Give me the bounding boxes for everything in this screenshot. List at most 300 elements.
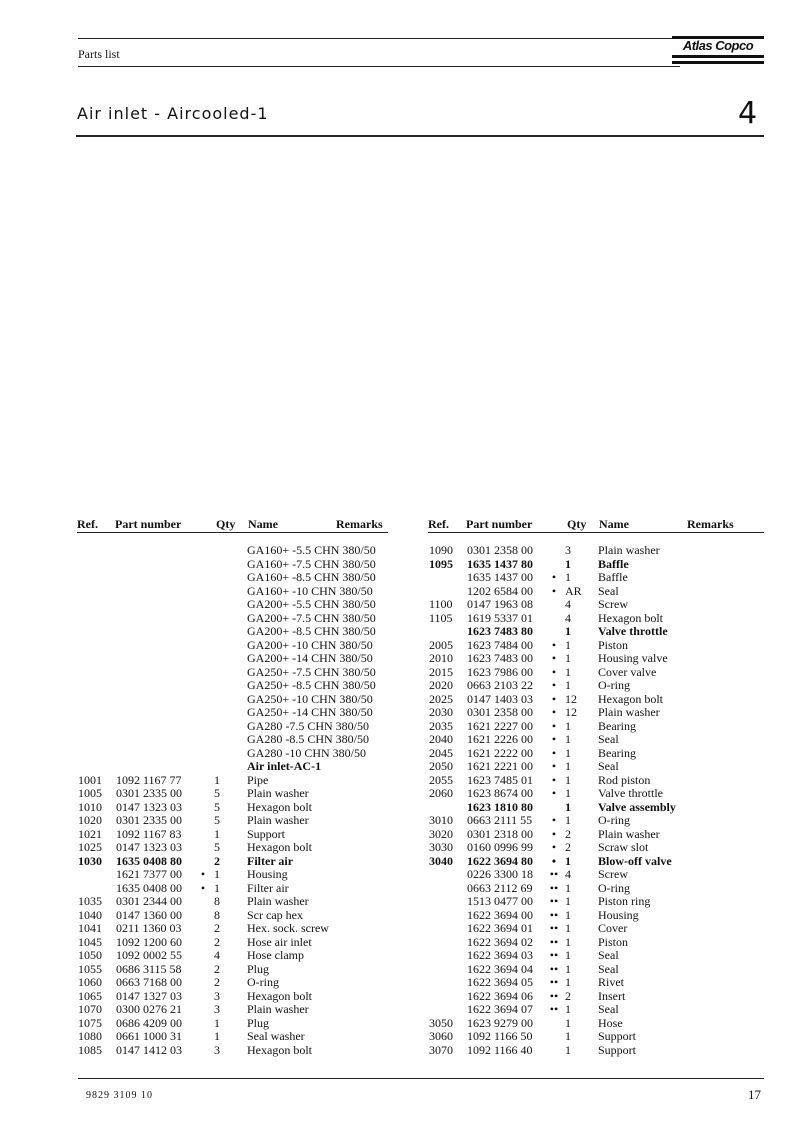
quantity-cell: 4 <box>565 867 571 881</box>
part-number-cell: 0301 2358 00 <box>467 705 533 719</box>
quantity-cell: 5 <box>214 786 220 800</box>
name-cell: Plain washer <box>247 786 309 800</box>
name-cell: Cover valve <box>598 664 657 679</box>
table-row <box>429 895 764 909</box>
quantity-cell: 1 <box>565 948 571 962</box>
part-number-cell: 0663 7168 00 <box>116 975 182 989</box>
quantity-cell: 1 <box>565 975 571 989</box>
quantity-cell: 12 <box>565 705 577 719</box>
table-row <box>429 747 764 761</box>
part-number-cell: 1635 0408 80 <box>116 853 182 868</box>
table-row <box>78 814 388 828</box>
quantity-cell: 3 <box>214 1002 220 1016</box>
indent-marker: •• <box>549 975 559 989</box>
table-row <box>78 693 388 707</box>
table-row <box>429 652 764 666</box>
ref-cell: 1020 <box>78 813 102 827</box>
name-cell: GA200+ -5.5 CHN 380/50 <box>247 597 376 611</box>
indent-marker: • <box>551 745 557 760</box>
name-cell: GA250+ -8.5 CHN 380/50 <box>247 678 376 692</box>
quantity-cell: 1 <box>565 637 571 652</box>
ref-cell: 1055 <box>78 961 102 976</box>
name-cell: GA200+ -14 CHN 380/50 <box>247 651 373 665</box>
name-cell: Filter air <box>247 853 294 868</box>
quantity-cell: 8 <box>214 907 220 922</box>
name-cell: Hose <box>598 1015 623 1030</box>
table-row <box>78 909 388 923</box>
table-row <box>78 936 388 950</box>
logo-bar-middle <box>672 55 764 58</box>
table-row <box>78 1044 388 1058</box>
name-cell: GA280 -7.5 CHN 380/50 <box>247 718 369 733</box>
ref-cell: 2050 <box>429 759 453 773</box>
quantity-cell: 1 <box>565 934 571 949</box>
table-row <box>78 639 388 653</box>
quantity-cell: 1 <box>565 678 571 692</box>
ref-cell: 1105 <box>429 610 453 625</box>
ref-cell: 3020 <box>429 826 453 841</box>
table-row <box>78 706 388 720</box>
name-cell: Valve assembly <box>598 799 676 814</box>
ref-cell: 1005 <box>78 786 102 800</box>
name-cell: O-ring <box>598 813 630 827</box>
name-cell: Plain washer <box>598 543 660 557</box>
part-number-cell: 1092 1166 50 <box>467 1029 533 1043</box>
ref-cell: 1080 <box>78 1029 102 1043</box>
table-row <box>429 774 764 788</box>
document-code: 9829 3109 10 <box>86 1090 153 1101</box>
part-number-cell: 1622 3694 05 <box>467 975 533 989</box>
indent-marker: • <box>551 786 557 800</box>
table-row <box>78 841 388 855</box>
quantity-cell: 2 <box>214 853 220 868</box>
table-row <box>429 666 764 680</box>
part-number-cell: 1092 1167 83 <box>116 826 182 841</box>
part-number-cell: 0147 1403 03 <box>467 691 533 706</box>
ref-cell: 2005 <box>429 637 453 652</box>
quantity-cell: 1 <box>565 813 571 827</box>
name-cell: GA200+ -7.5 CHN 380/50 <box>247 610 376 625</box>
indent-marker: •• <box>549 988 559 1003</box>
table-row <box>429 922 764 936</box>
table-row <box>78 666 388 680</box>
quantity-cell: 1 <box>565 624 571 638</box>
name-cell: GA200+ -10 CHN 380/50 <box>247 637 373 652</box>
part-number-cell: 1635 0408 00 <box>116 880 182 895</box>
quantity-cell: 1 <box>214 1029 220 1043</box>
left-header-name: Name <box>248 517 278 531</box>
table-row <box>78 922 388 936</box>
indent-marker: •• <box>549 961 559 976</box>
part-number-cell: 1635 1437 80 <box>467 556 533 571</box>
quantity-cell: 1 <box>214 826 220 841</box>
table-row <box>429 1030 764 1044</box>
table-row <box>429 828 764 842</box>
indent-marker: • <box>551 813 557 827</box>
table-row <box>429 976 764 990</box>
name-cell: Hexagon bolt <box>247 1042 312 1057</box>
table-row <box>78 949 388 963</box>
indent-marker: • <box>551 691 557 706</box>
quantity-cell: 1 <box>565 907 571 922</box>
part-number-cell: 1621 2227 00 <box>467 718 533 733</box>
part-number-cell: 1622 3694 03 <box>467 948 533 962</box>
table-row <box>78 558 388 572</box>
ref-cell: 3070 <box>429 1042 453 1057</box>
quantity-cell: 5 <box>214 813 220 827</box>
name-cell: O-ring <box>598 678 630 692</box>
part-number-cell: 1202 6584 00 <box>467 583 533 598</box>
ref-cell: 2055 <box>429 772 453 787</box>
name-cell: Valve throttle <box>598 624 668 638</box>
ref-cell: 2035 <box>429 718 453 733</box>
table-row <box>429 1017 764 1031</box>
quantity-cell: 1 <box>565 1015 571 1030</box>
name-cell: GA280 -10 CHN 380/50 <box>247 745 366 760</box>
name-cell: Scraw slot <box>598 840 649 854</box>
name-cell: Hose clamp <box>247 948 304 962</box>
table-row <box>429 963 764 977</box>
table-row <box>429 706 764 720</box>
table-row <box>429 882 764 896</box>
ref-cell: 1090 <box>429 543 453 557</box>
name-cell: GA160+ -8.5 CHN 380/50 <box>247 570 376 584</box>
ref-cell: 2040 <box>429 732 453 746</box>
name-cell: GA160+ -7.5 CHN 380/50 <box>247 556 376 571</box>
left-header-rule <box>77 532 388 533</box>
ref-cell: 2010 <box>429 651 453 665</box>
quantity-cell: 2 <box>214 961 220 976</box>
table-row <box>78 868 388 882</box>
quantity-cell: 2 <box>565 826 571 841</box>
table-row <box>429 801 764 815</box>
name-cell: GA250+ -14 CHN 380/50 <box>247 705 373 719</box>
part-number-cell: 0301 2318 00 <box>467 826 533 841</box>
name-cell: Support <box>598 1042 637 1057</box>
indent-marker: • <box>551 718 557 733</box>
quantity-cell: 1 <box>565 894 571 908</box>
part-number-cell: 0661 1000 31 <box>116 1029 182 1043</box>
indent-marker: •• <box>549 948 559 962</box>
table-row <box>78 760 388 774</box>
part-number-cell: 1621 7377 00 <box>116 867 182 881</box>
quantity-cell: 5 <box>214 840 220 854</box>
name-cell: Plain washer <box>247 1002 309 1016</box>
chapter-number: 4 <box>738 96 758 131</box>
part-number-cell: 1621 2222 00 <box>467 745 533 760</box>
ref-cell: 1010 <box>78 799 102 814</box>
indent-marker: • <box>551 705 557 719</box>
quantity-cell: 1 <box>214 867 220 881</box>
table-row <box>78 585 388 599</box>
part-number-cell: 0663 2111 55 <box>467 813 533 827</box>
quantity-cell: 1 <box>565 556 571 571</box>
part-number-cell: 1622 3694 01 <box>467 921 533 935</box>
table-row <box>78 963 388 977</box>
ref-cell: 2025 <box>429 691 453 706</box>
name-cell: Scr cap hex <box>247 907 303 922</box>
name-cell: Hexagon bolt <box>247 799 312 814</box>
ref-cell: 2060 <box>429 786 453 800</box>
quantity-cell: 1 <box>565 718 571 733</box>
name-cell: Plain washer <box>247 813 309 827</box>
table-row <box>429 625 764 639</box>
table-row <box>78 774 388 788</box>
logo-bar-bottom <box>672 61 764 64</box>
quantity-cell: 1 <box>565 1042 571 1057</box>
table-row <box>429 733 764 747</box>
part-number-cell: 1623 7483 80 <box>467 624 533 638</box>
ref-cell: 2030 <box>429 705 453 719</box>
part-number-cell: 1635 1437 00 <box>467 570 533 584</box>
table-row <box>78 679 388 693</box>
name-cell: GA280 -8.5 CHN 380/50 <box>247 732 369 746</box>
quantity-cell: 4 <box>565 610 571 625</box>
indent-marker: • <box>551 759 557 773</box>
quantity-cell: 1 <box>565 772 571 787</box>
parts-table-left <box>78 544 388 1057</box>
right-header-part: Part number <box>466 517 533 531</box>
name-cell: Bearing <box>598 718 636 733</box>
ref-cell: 1065 <box>78 988 102 1003</box>
right-header-remarks: Remarks <box>687 517 734 531</box>
table-row <box>429 612 764 626</box>
quantity-cell: 8 <box>214 894 220 908</box>
table-row <box>78 882 388 896</box>
part-number-cell: 1623 7485 01 <box>467 772 533 787</box>
table-row <box>429 1003 764 1017</box>
ref-cell: 2015 <box>429 664 453 679</box>
quantity-cell: 1 <box>565 732 571 746</box>
right-header-qty: Qty <box>567 517 587 531</box>
table-row <box>429 558 764 572</box>
table-row <box>78 801 388 815</box>
quantity-cell: 1 <box>565 745 571 760</box>
table-row <box>78 598 388 612</box>
table-row <box>429 814 764 828</box>
header-rule-top <box>78 38 680 39</box>
name-cell: Support <box>598 1029 637 1043</box>
name-cell: GA250+ -7.5 CHN 380/50 <box>247 664 376 679</box>
quantity-cell: 2 <box>565 988 571 1003</box>
name-cell: Hose air inlet <box>247 934 312 949</box>
part-number-cell: 1621 2226 00 <box>467 732 533 746</box>
parts-table-right <box>429 544 764 1057</box>
name-cell: Screw <box>598 867 628 881</box>
left-header-ref: Ref. <box>77 517 98 531</box>
ref-cell: 3010 <box>429 813 453 827</box>
page-title: Air inlet - Aircooled-1 <box>77 104 269 123</box>
footer-rule <box>78 1078 764 1079</box>
table-row <box>78 1003 388 1017</box>
table-row <box>78 747 388 761</box>
table-row <box>429 841 764 855</box>
name-cell: Pipe <box>247 772 269 787</box>
part-number-cell: 1622 3694 06 <box>467 988 533 1003</box>
name-cell: Housing <box>247 867 288 881</box>
table-row <box>429 760 764 774</box>
name-cell: Insert <box>598 988 626 1003</box>
name-cell: Piston <box>598 934 629 949</box>
quantity-cell: 1 <box>214 772 220 787</box>
ref-cell: 1040 <box>78 907 102 922</box>
right-header-name: Name <box>599 517 629 531</box>
part-number-cell: 0301 2335 00 <box>116 786 182 800</box>
quantity-cell: 1 <box>214 880 220 895</box>
name-cell: Piston <box>598 637 629 652</box>
table-row <box>78 720 388 734</box>
ref-cell: 2045 <box>429 745 453 760</box>
name-cell: Hexagon bolt <box>247 988 312 1003</box>
name-cell: Seal <box>598 759 619 773</box>
part-number-cell: 0663 2103 22 <box>467 678 533 692</box>
name-cell: Hexagon bolt <box>598 691 663 706</box>
table-row <box>78 895 388 909</box>
table-row <box>429 868 764 882</box>
table-row <box>429 990 764 1004</box>
part-number-cell: 1092 0002 55 <box>116 948 182 962</box>
name-cell: Seal <box>598 1002 619 1016</box>
ref-cell: 3040 <box>429 853 453 868</box>
part-number-cell: 1092 1166 40 <box>467 1042 533 1057</box>
name-cell: GA160+ -5.5 CHN 380/50 <box>247 543 376 557</box>
table-row <box>429 679 764 693</box>
part-number-cell: 0301 2344 00 <box>116 894 182 908</box>
table-row <box>78 828 388 842</box>
part-number-cell: 1092 1200 60 <box>116 934 182 949</box>
part-number-cell: 0663 2112 69 <box>467 880 533 895</box>
name-cell: Hexagon bolt <box>598 610 663 625</box>
name-cell: Baffle <box>598 570 628 584</box>
part-number-cell: 0226 3300 18 <box>467 867 533 881</box>
name-cell: Plain washer <box>247 894 309 908</box>
name-cell: Seal <box>598 948 619 962</box>
part-number-cell: 1623 1810 80 <box>467 799 533 814</box>
logo-text: Atlas Copco <box>682 38 754 53</box>
table-row <box>429 936 764 950</box>
quantity-cell: 1 <box>565 786 571 800</box>
ref-cell: 1035 <box>78 894 102 908</box>
name-cell: Piston ring <box>598 894 651 908</box>
quantity-cell: 1 <box>565 570 571 584</box>
table-row <box>78 1017 388 1031</box>
ref-cell: 2020 <box>429 678 453 692</box>
part-number-cell: 1621 2221 00 <box>467 759 533 773</box>
ref-cell: 1045 <box>78 934 102 949</box>
part-number-cell: 1622 3694 02 <box>467 934 533 949</box>
right-header-ref: Ref. <box>428 517 449 531</box>
name-cell: Valve throttle <box>598 786 663 800</box>
table-row <box>429 598 764 612</box>
ref-cell: 1075 <box>78 1015 102 1030</box>
ref-cell: 1100 <box>429 597 453 611</box>
ref-cell: 1060 <box>78 975 102 989</box>
quantity-cell: 3 <box>214 988 220 1003</box>
indent-marker: •• <box>549 907 559 922</box>
indent-marker: • <box>200 880 206 895</box>
indent-marker: •• <box>549 880 559 895</box>
indent-marker: • <box>551 637 557 652</box>
table-row <box>78 544 388 558</box>
indent-marker: • <box>551 840 557 854</box>
table-row <box>78 990 388 1004</box>
table-row <box>429 585 764 599</box>
quantity-cell: AR <box>565 583 582 598</box>
name-cell: O-ring <box>598 880 630 895</box>
ref-cell: 1070 <box>78 1002 102 1016</box>
indent-marker: •• <box>549 867 559 881</box>
table-row <box>429 855 764 869</box>
name-cell: Seal <box>598 583 619 598</box>
table-row <box>429 1044 764 1058</box>
part-number-cell: 0301 2358 00 <box>467 543 533 557</box>
part-number-cell: 0160 0996 99 <box>467 840 533 854</box>
name-cell: Filter air <box>247 880 289 895</box>
quantity-cell: 1 <box>565 759 571 773</box>
quantity-cell: 1 <box>565 651 571 665</box>
indent-marker: • <box>551 732 557 746</box>
section-label: Parts list <box>78 47 120 61</box>
name-cell: Baffle <box>598 556 629 571</box>
name-cell: GA200+ -8.5 CHN 380/50 <box>247 624 376 638</box>
quantity-cell: 1 <box>214 1015 220 1030</box>
atlas-copco-logo <box>672 36 764 66</box>
ref-cell: 1095 <box>429 556 453 571</box>
part-number-cell: 0301 2335 00 <box>116 813 182 827</box>
part-number-cell: 0300 0276 21 <box>116 1002 182 1016</box>
indent-marker: •• <box>549 934 559 949</box>
table-row <box>78 976 388 990</box>
indent-marker: • <box>551 651 557 665</box>
table-row <box>78 571 388 585</box>
name-cell: Blow-off valve <box>598 853 672 868</box>
quantity-cell: 4 <box>565 597 571 611</box>
indent-marker: • <box>551 853 557 868</box>
indent-marker: • <box>200 867 206 881</box>
name-cell: Rod piston <box>598 772 651 787</box>
part-number-cell: 1622 3694 07 <box>467 1002 533 1016</box>
quantity-cell: 1 <box>565 961 571 976</box>
ref-cell: 3060 <box>429 1029 453 1043</box>
table-row <box>78 612 388 626</box>
part-number-cell: 1623 9279 00 <box>467 1015 533 1030</box>
part-number-cell: 1622 3694 00 <box>467 907 533 922</box>
part-number-cell: 1623 7986 00 <box>467 664 533 679</box>
part-number-cell: 1622 3694 04 <box>467 961 533 976</box>
quantity-cell: 2 <box>214 934 220 949</box>
quantity-cell: 5 <box>214 799 220 814</box>
name-cell: Plain washer <box>598 826 660 841</box>
part-number-cell: 0147 1327 03 <box>116 988 182 1003</box>
ref-cell: 1030 <box>78 853 102 868</box>
part-number-cell: 1619 5337 01 <box>467 610 533 625</box>
indent-marker: • <box>551 664 557 679</box>
name-cell: Housing <box>598 907 639 922</box>
part-number-cell: 0147 1323 03 <box>116 799 182 814</box>
name-cell: Seal <box>598 961 619 976</box>
part-number-cell: 0147 1963 08 <box>467 597 533 611</box>
ref-cell: 1025 <box>78 840 102 854</box>
indent-marker: • <box>551 826 557 841</box>
indent-marker: • <box>551 772 557 787</box>
quantity-cell: 4 <box>214 948 220 962</box>
part-number-cell: 0147 1360 00 <box>116 907 182 922</box>
ref-cell: 1021 <box>78 826 102 841</box>
quantity-cell: 1 <box>565 1029 571 1043</box>
table-row <box>429 787 764 801</box>
quantity-cell: 1 <box>565 799 571 814</box>
indent-marker: •• <box>549 1002 559 1016</box>
